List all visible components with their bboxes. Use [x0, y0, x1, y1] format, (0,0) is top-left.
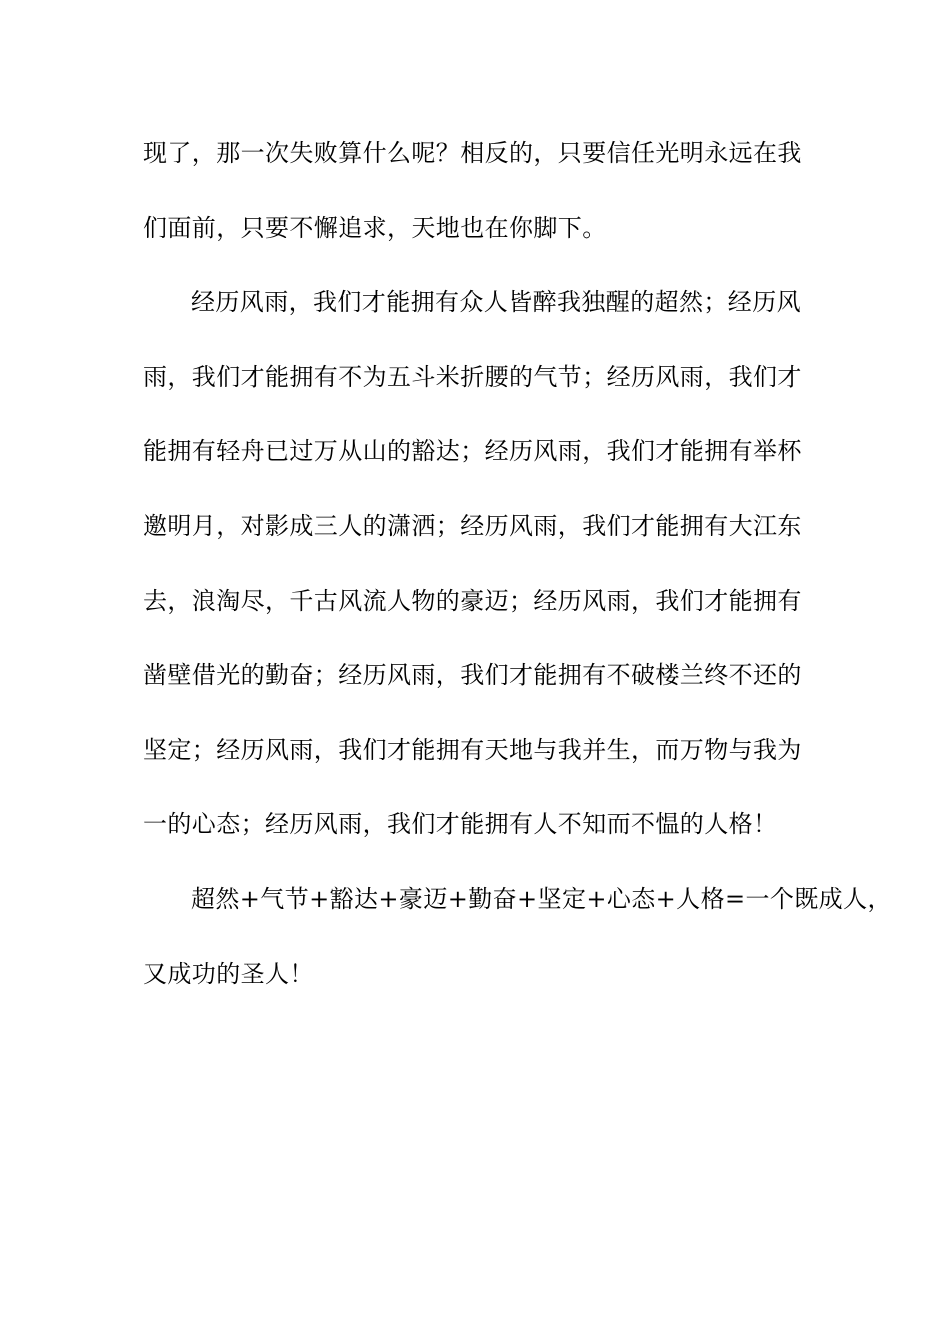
- text-line-2: 们面前，只要不懈追求，天地也在你脚下。: [143, 213, 607, 242]
- text-line-6: 邀明月，对影成三人的潇洒；经历风雨，我们才能拥有大江东: [143, 511, 802, 540]
- document-body: [143, 127, 892, 1022]
- text-line-5: 能拥有轻舟已过万从山的豁达；经历风雨，我们才能拥有举杯: [143, 437, 802, 466]
- text-line-3: 经历风雨，我们才能拥有众人皆醉我独醒的超然；经历风: [191, 288, 801, 317]
- text-line-4: 雨，我们才能拥有不为五斗米折腰的气节；经历风雨，我们才: [143, 362, 802, 391]
- text-line-7: 去，浪淘尽，千古风流人物的豪迈；经历风雨，我们才能拥有: [143, 586, 802, 615]
- text-line-9: 坚定；经历风雨，我们才能拥有天地与我并生，而万物与我为: [143, 735, 802, 764]
- text-line-11: 超然+气节+豁达+豪迈+勤奋+坚定+心态+人格=一个既成人，: [191, 884, 892, 913]
- text-line-10: 一的心态；经历风雨，我们才能拥有人不知而不愠的人格！: [143, 810, 778, 839]
- text-line-1: 现了，那一次失败算什么呢？相反的，只要信任光明永远在我: [143, 139, 802, 167]
- text-line-12: 又成功的圣人！: [143, 959, 314, 988]
- text-line-8: 凿壁借光的勤奋；经历风雨，我们才能拥有不破楼兰终不还的: [143, 661, 802, 690]
